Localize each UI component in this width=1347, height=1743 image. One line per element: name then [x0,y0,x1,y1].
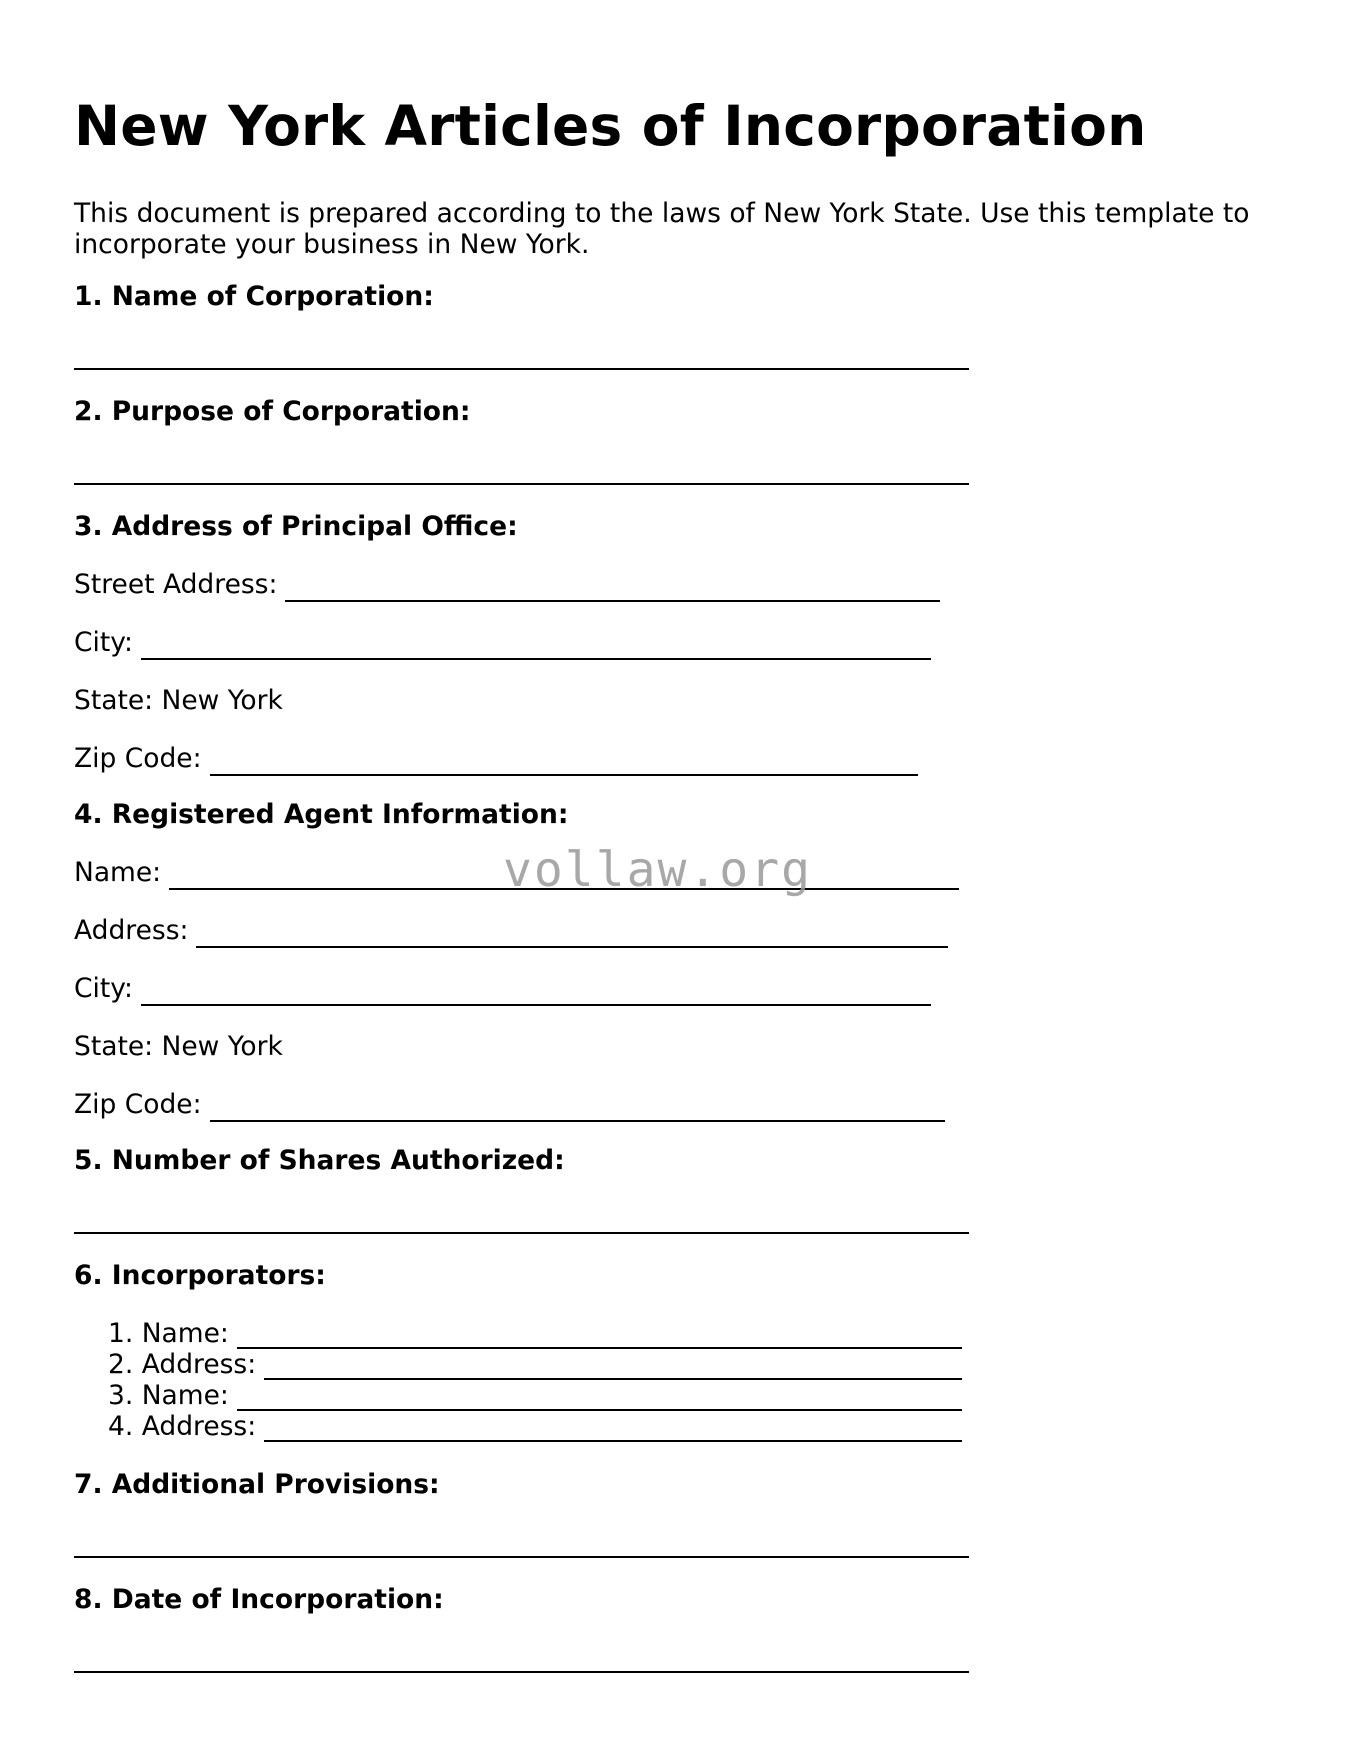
section-registered-agent-heading: 4. Registered Agent Information: [74,799,569,830]
incorporator-2-name[interactable] [108,1380,962,1411]
agent-address-label: Address: [74,915,189,946]
agent-name-label: Name: [74,857,162,888]
incorporator-1-address-label: 2. Address: [108,1349,257,1380]
purpose-blank[interactable] [74,483,969,485]
agent-zip-label: Zip Code: [74,1089,202,1120]
section-date-heading: 8. Date of Incorporation: [74,1584,444,1615]
office-city-label: City: [74,627,133,658]
agent-state-text: State: New York [74,1031,283,1062]
incorporator-1-address-blank[interactable] [264,1352,962,1380]
agent-city-field[interactable] [74,972,931,1006]
section-purpose-heading: 2. Purpose of Corporation: [74,396,471,427]
office-zip-label: Zip Code: [74,743,202,774]
section-shares-heading: 5. Number of Shares Authorized: [74,1145,565,1176]
page-title: New York Articles of Incorporation [74,94,1147,158]
street-address-label: Street Address: [74,569,278,600]
agent-city-label: City: [74,973,133,1004]
office-state-text: State: New York [74,685,283,716]
office-zip-blank[interactable] [210,746,918,776]
street-address-field[interactable] [74,568,940,602]
corporation-name-blank[interactable] [74,368,969,370]
agent-address-field[interactable] [74,914,948,948]
additional-provisions-blank[interactable] [74,1556,969,1558]
office-zip-field[interactable] [74,742,918,776]
incorporator-1-name-blank[interactable] [237,1321,962,1349]
watermark: vollaw.org [503,842,812,898]
agent-city-blank[interactable] [141,976,931,1006]
incorporator-1-name[interactable] [108,1318,962,1349]
agent-address-blank[interactable] [196,918,948,948]
incorporator-2-address[interactable] [108,1411,962,1442]
incorporator-2-address-label: 4. Address: [108,1411,257,1442]
incorporator-2-name-label: 3. Name: [108,1380,229,1411]
section-incorporators-heading: 6. Incorporators: [74,1260,326,1291]
office-city-blank[interactable] [141,630,931,660]
section-principal-office-heading: 3. Address of Principal Office: [74,511,518,542]
agent-zip-blank[interactable] [210,1092,945,1122]
intro-paragraph: This document is prepared according to the laws of New York State. Use this template to incorporate your business in New York. [74,198,1250,260]
incorporator-1-name-label: 1. Name: [108,1318,229,1349]
date-blank[interactable] [74,1671,969,1673]
office-city-field[interactable] [74,626,931,660]
street-address-blank[interactable] [285,572,940,602]
document-page [74,90,1274,260]
incorporator-2-name-blank[interactable] [237,1383,962,1411]
agent-zip-field[interactable] [74,1088,945,1122]
incorporator-1-address[interactable] [108,1349,962,1380]
section-name-heading: 1. Name of Corporation: [74,281,434,312]
incorporators-list [74,1318,962,1442]
section-additional-provisions-heading: 7. Additional Provisions: [74,1469,440,1500]
incorporator-2-address-blank[interactable] [264,1414,962,1442]
shares-blank[interactable] [74,1232,969,1234]
